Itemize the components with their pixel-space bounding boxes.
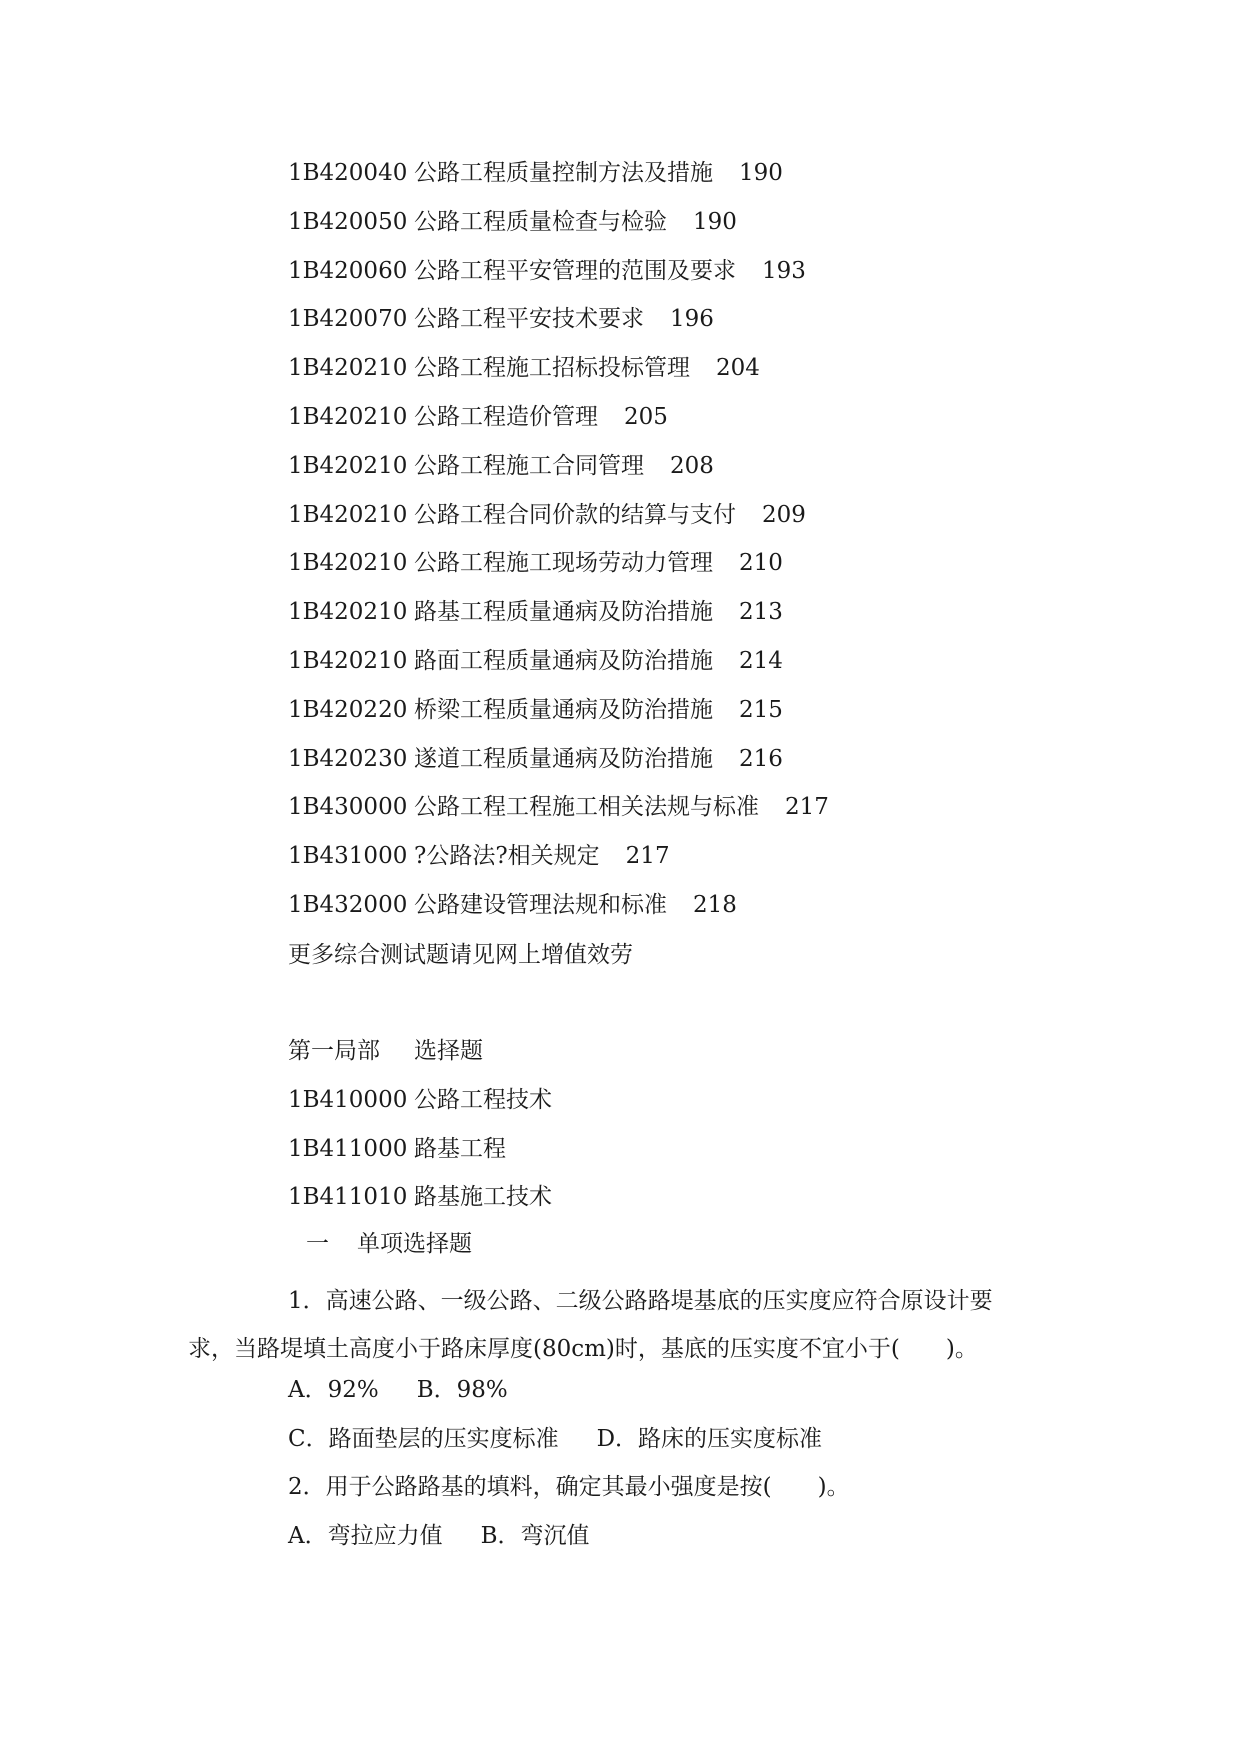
toc-entry bbox=[288, 841, 1088, 890]
toc-entry-code: 1B432000 bbox=[288, 891, 408, 918]
part-title: 选择题 bbox=[414, 1038, 483, 1064]
toc-entry-title: 桥梁工程质量通病及防治措施 bbox=[414, 696, 713, 723]
toc-entry bbox=[288, 597, 1088, 646]
toc-entry-code: 1B420230 bbox=[288, 745, 408, 772]
toc-entry-page: 208 bbox=[670, 452, 714, 479]
toc-entry-code: 1B420210 bbox=[288, 599, 408, 626]
toc-entry-code: 1B420040 bbox=[288, 160, 408, 186]
chapter-title: 公路工程技术 bbox=[414, 1086, 552, 1113]
question-type-heading bbox=[306, 1229, 472, 1259]
question-1 bbox=[188, 1277, 1048, 1373]
toc-entry-title: 公路工程施工招标投标管理 bbox=[414, 355, 690, 382]
toc-entry-page: 218 bbox=[693, 891, 737, 918]
toc-entry-page: 214 bbox=[739, 647, 783, 674]
question-2-stem: 2．用于公路路基的填料，确定其最小强度是按( )。 bbox=[288, 1474, 850, 1500]
subchapter-code: 1B411000 bbox=[288, 1135, 408, 1162]
toc-entry-title: 公路工程施工合同管理 bbox=[414, 452, 644, 479]
toc-entry-title: 路基工程质量通病及防治措施 bbox=[414, 599, 713, 626]
toc-entry-code: 1B420220 bbox=[288, 696, 408, 723]
toc-entry-code: 1B420210 bbox=[288, 355, 408, 382]
toc-entry-page: 190 bbox=[693, 208, 737, 235]
toc-entry bbox=[288, 695, 1088, 744]
toc-entry bbox=[288, 890, 1088, 939]
chapter-code: 1B410000 bbox=[288, 1086, 408, 1113]
topic-code: 1B411010 bbox=[288, 1184, 408, 1211]
toc-entry bbox=[288, 548, 1088, 597]
question-1-stem-line2: 求，当路堤填土高度小于路床厚度(80cm)时，基底的压实度不宜小于( )。 bbox=[188, 1336, 978, 1362]
question-2-option-b: B．弯沉值 bbox=[480, 1523, 590, 1549]
toc-entry-code: 1B420210 bbox=[288, 501, 408, 528]
toc-entry-page: 196 bbox=[670, 306, 714, 333]
toc-entry-code: 1B420060 bbox=[288, 257, 408, 284]
toc-entry bbox=[288, 256, 1088, 305]
subchapter-heading bbox=[288, 1134, 1088, 1183]
toc-entry-title: 公路工程平安管理的范围及要求 bbox=[414, 257, 736, 284]
toc-entry-title: 公路工程合同价款的结算与支付 bbox=[414, 501, 736, 528]
toc-entry-page: 209 bbox=[762, 501, 806, 528]
question-1-option-d: D．路床的压实度标准 bbox=[596, 1426, 823, 1452]
toc-entry-code: 1B420070 bbox=[288, 306, 408, 333]
toc-entry-title: 路面工程质量通病及防治措施 bbox=[414, 647, 713, 674]
table-of-contents bbox=[288, 158, 1088, 939]
section-headings bbox=[288, 1036, 1088, 1231]
question-1-option-b: B．98% bbox=[416, 1377, 508, 1403]
toc-entry bbox=[288, 744, 1088, 793]
toc-entry-page: 205 bbox=[624, 403, 668, 430]
toc-entry-title: 公路工程平安技术要求 bbox=[414, 306, 644, 333]
question-2-option-a: A．弯拉应力值 bbox=[288, 1523, 443, 1549]
toc-entry bbox=[288, 304, 1088, 353]
question-1-options-cd bbox=[288, 1424, 822, 1454]
question-type-title: 单项选择题 bbox=[357, 1231, 472, 1257]
topic-title: 路基施工技术 bbox=[414, 1184, 552, 1211]
toc-entry bbox=[288, 158, 1088, 207]
toc-entry-code: 1B420210 bbox=[288, 550, 408, 577]
topic-heading bbox=[288, 1182, 1088, 1231]
toc-entry bbox=[288, 353, 1088, 402]
more-tests-note: 更多综合测试题请见网上增值效劳 bbox=[288, 942, 633, 968]
toc-entry-title: 公路工程造价管理 bbox=[414, 403, 598, 430]
toc-entry bbox=[288, 646, 1088, 695]
toc-entry-title: 公路工程质量控制方法及措施 bbox=[414, 160, 713, 186]
toc-entry bbox=[288, 500, 1088, 549]
question-1-stem-line1: 1．高速公路、一级公路、二级公路路堤基底的压实度应符合原设计要 bbox=[288, 1288, 993, 1314]
subchapter-title: 路基工程 bbox=[414, 1135, 506, 1162]
question-2-options-ab bbox=[288, 1521, 590, 1551]
toc-entry-page: 204 bbox=[716, 355, 760, 382]
toc-entry-page: 216 bbox=[739, 745, 783, 772]
toc-entry bbox=[288, 207, 1088, 256]
toc-entry-code: 1B420050 bbox=[288, 208, 408, 235]
toc-entry bbox=[288, 792, 1088, 841]
toc-entry-page: 217 bbox=[625, 843, 670, 870]
part-heading bbox=[288, 1036, 1088, 1085]
toc-entry-title: 公路工程施工现场劳动力管理 bbox=[414, 550, 713, 577]
toc-entry-page: 217 bbox=[785, 794, 829, 821]
question-1-option-c: C．路面垫层的压实度标准 bbox=[288, 1426, 559, 1452]
toc-entry-code: 1B420210 bbox=[288, 452, 408, 479]
question-type-number: 一 bbox=[306, 1231, 329, 1257]
toc-entry-code: 1B420210 bbox=[288, 403, 408, 430]
toc-entry-title: 公路工程质量检查与检验 bbox=[414, 208, 667, 235]
toc-entry-page: 190 bbox=[739, 160, 783, 186]
toc-entry-code: 1B420210 bbox=[288, 647, 408, 674]
part-code: 第一局部 bbox=[288, 1038, 380, 1064]
toc-entry bbox=[288, 451, 1088, 500]
toc-entry-code: 1B431000 bbox=[288, 843, 408, 870]
question-1-option-a: A．92% bbox=[288, 1377, 379, 1403]
toc-entry-title: 公路建设管理法规和标准 bbox=[414, 891, 667, 918]
toc-entry-title: ?公路法?相关规定 bbox=[414, 843, 600, 870]
toc-entry-page: 193 bbox=[762, 257, 806, 284]
toc-entry-page: 210 bbox=[739, 550, 783, 577]
toc-entry-code: 1B430000 bbox=[288, 794, 408, 821]
toc-entry-title: 公路工程工程施工相关法规与标准 bbox=[414, 794, 759, 821]
chapter-heading bbox=[288, 1085, 1088, 1134]
toc-entry-title: 遂道工程质量通病及防治措施 bbox=[414, 745, 713, 772]
toc-entry bbox=[288, 402, 1088, 451]
toc-entry-page: 215 bbox=[739, 696, 783, 723]
question-1-options-ab bbox=[288, 1375, 508, 1405]
toc-entry-page: 213 bbox=[739, 599, 783, 626]
